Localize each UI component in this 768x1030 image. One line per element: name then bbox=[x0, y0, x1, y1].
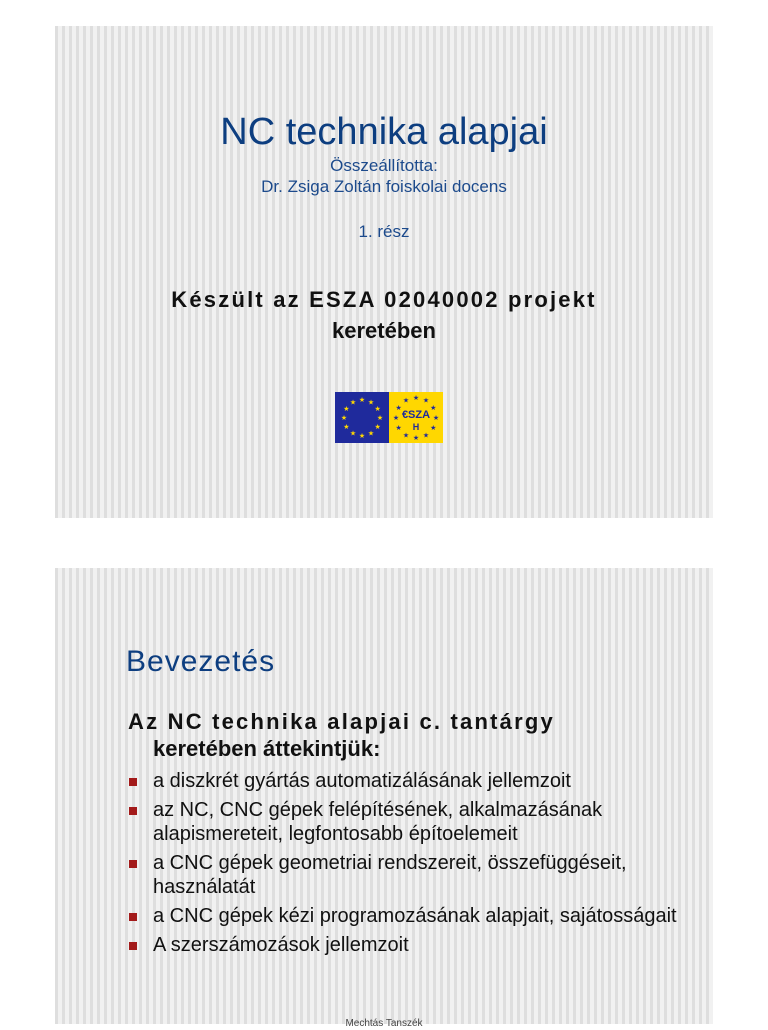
intro-text bbox=[128, 708, 688, 762]
star-icon: ★ bbox=[340, 414, 348, 422]
author-name: Dr. Zsiga Zoltán foiskolai docens bbox=[261, 177, 507, 196]
star-icon: ★ bbox=[395, 424, 402, 432]
intro-line-2: keretében áttekintjük: bbox=[153, 736, 381, 761]
star-icon: ★ bbox=[402, 396, 410, 405]
list-item bbox=[128, 933, 708, 957]
star-icon: ★ bbox=[412, 434, 420, 442]
list-item bbox=[128, 904, 708, 928]
esza-logo-text: €SZA bbox=[401, 409, 431, 421]
star-icon: ★ bbox=[374, 423, 381, 431]
slide-title: Bevezetés bbox=[126, 645, 276, 678]
slide-2 bbox=[55, 568, 713, 1029]
star-icon: ★ bbox=[343, 423, 350, 431]
star-icon: ★ bbox=[412, 394, 420, 402]
list-item bbox=[128, 798, 708, 846]
star-icon: ★ bbox=[358, 396, 366, 404]
square-bullet-icon bbox=[129, 860, 137, 868]
slide-1 bbox=[55, 26, 713, 518]
square-bullet-icon bbox=[129, 778, 137, 786]
list-item-text: a CNC gépek geometriai rendszereit, összefüggéseit, használatát bbox=[153, 852, 627, 898]
topic-list bbox=[128, 769, 708, 962]
part-number: 1. rész bbox=[358, 222, 410, 241]
project-line-1: Készült az ESZA 02040002 projekt bbox=[171, 287, 597, 312]
square-bullet-icon bbox=[129, 913, 137, 921]
star-icon: ★ bbox=[349, 429, 357, 438]
star-icon: ★ bbox=[430, 404, 437, 412]
slide-title: NC technika alapjai bbox=[220, 111, 548, 153]
project-line-2: keretében bbox=[332, 318, 436, 343]
intro-line-1: Az NC technika alapjai c. tantárgy bbox=[128, 709, 555, 734]
star-icon: ★ bbox=[343, 405, 350, 413]
list-item-text: a diszkrét gyártás automatizálásának jellemzoit bbox=[153, 770, 571, 792]
project-statement bbox=[55, 284, 713, 346]
star-icon: ★ bbox=[376, 414, 384, 422]
star-icon: ★ bbox=[422, 396, 430, 405]
star-icon: ★ bbox=[374, 405, 381, 413]
star-icon: ★ bbox=[349, 398, 357, 407]
list-item-text: az NC, CNC gépek felépítésének, alkalmazásának alapismereteit, legfontosabb építoelemeit bbox=[153, 799, 603, 845]
star-icon: ★ bbox=[367, 429, 375, 438]
star-icon: ★ bbox=[422, 431, 430, 440]
eu-esza-logo bbox=[335, 392, 443, 443]
star-icon: ★ bbox=[432, 414, 440, 422]
list-item bbox=[128, 851, 708, 899]
star-icon: ★ bbox=[402, 431, 410, 440]
star-icon: ★ bbox=[395, 404, 402, 412]
list-item-text: a CNC gépek kézi programozásának alapjait, sajátosságait bbox=[153, 905, 677, 927]
star-icon: ★ bbox=[367, 398, 375, 407]
compiled-by-label: Összeállította: bbox=[330, 156, 438, 175]
star-icon: ★ bbox=[392, 414, 400, 422]
square-bullet-icon bbox=[129, 942, 137, 950]
star-icon: ★ bbox=[358, 432, 366, 440]
slide-footer: Mechtás Tanszék bbox=[345, 1018, 423, 1029]
list-item bbox=[128, 769, 708, 793]
star-icon: ★ bbox=[430, 424, 437, 432]
square-bullet-icon bbox=[129, 807, 137, 815]
list-item-text: A szerszámozások jellemzoit bbox=[153, 934, 409, 956]
esza-logo-letter: H bbox=[412, 422, 420, 432]
